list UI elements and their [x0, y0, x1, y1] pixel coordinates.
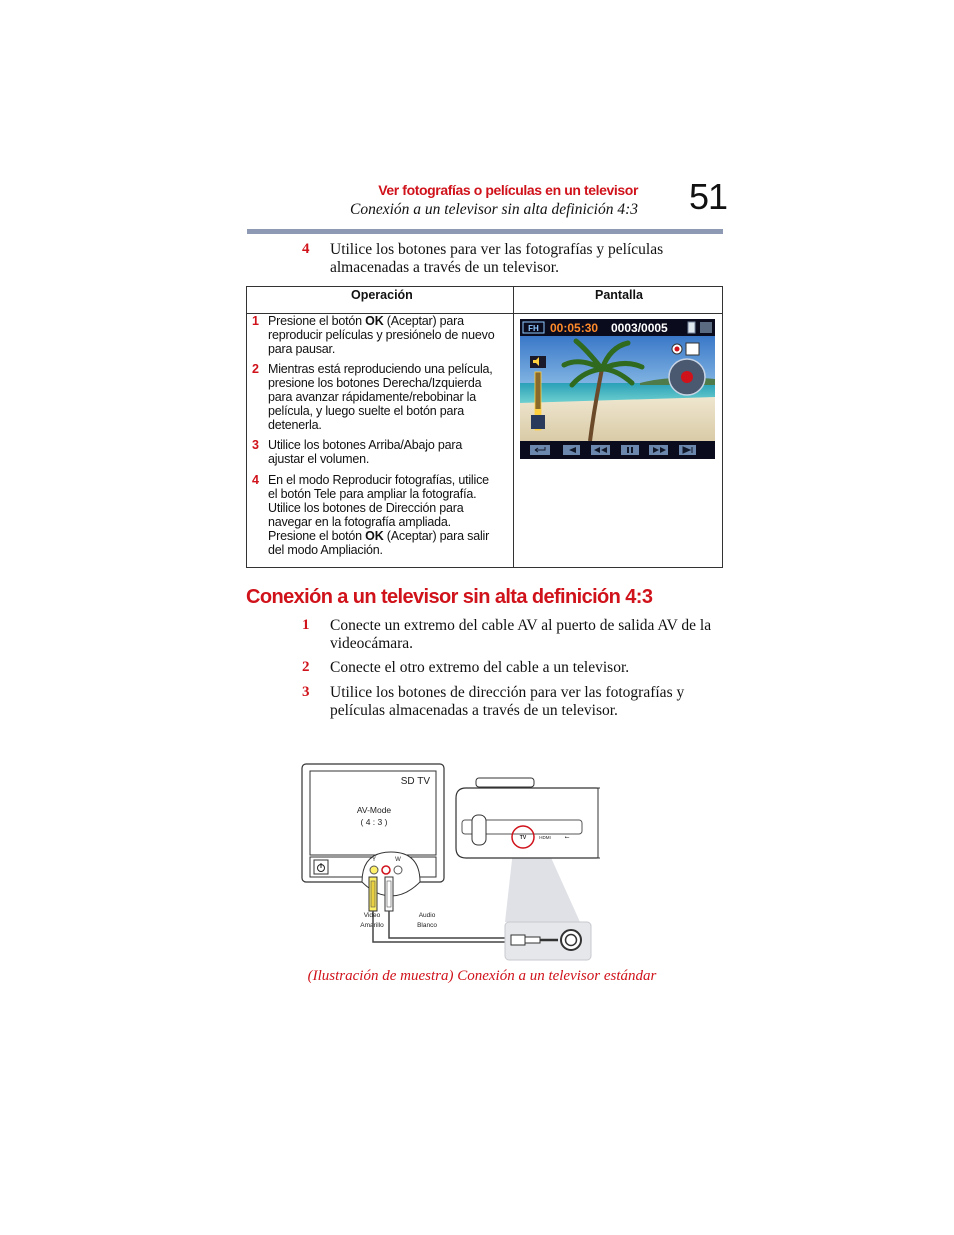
intro-step-text	[330, 241, 730, 276]
table-header-screen: Pantalla	[595, 288, 643, 302]
mode-badge: FH	[528, 324, 539, 333]
camcorder-top	[476, 778, 534, 787]
page-number: 51	[689, 176, 728, 217]
zoom-icon	[531, 415, 545, 429]
file-counter: 0003/0005	[611, 321, 668, 335]
text-line: reproducir películas y presiónelo de nuevo	[268, 328, 495, 342]
cam-hdmi-label: HDMI	[539, 835, 551, 840]
step-number: 1	[302, 617, 310, 633]
text-line: En el modo Reproducir fotografías, utilice	[268, 473, 489, 487]
cam-tv-label: TV	[519, 835, 527, 841]
tv-label: SD TV	[400, 776, 430, 787]
playback-screen-preview	[520, 319, 715, 459]
av-mode-label: AV-Mode	[356, 805, 392, 815]
step-number: 2	[302, 659, 310, 675]
text-line: presione los botones Derecha/Izquierda	[268, 376, 482, 390]
text-line: Utilice los botones para ver las fotografías y películas	[330, 241, 664, 258]
text-line: para avanzar rápidamente/rebobinar la	[268, 390, 477, 404]
text-line: película, y luego suelte el botón para	[268, 404, 465, 418]
audio-label-1: Audio	[418, 912, 436, 919]
operation-item	[252, 314, 507, 356]
connection-illustration	[296, 760, 600, 964]
text-line: videocámara.	[330, 634, 414, 652]
operation-item	[252, 362, 507, 432]
operation-item-number: 2	[252, 362, 259, 376]
table-column-divider	[513, 287, 514, 567]
text-line: Conecte un extremo del cable AV al puerto de salida AV de la	[330, 617, 712, 634]
operation-item-number: 1	[252, 314, 259, 328]
operation-item	[252, 438, 507, 466]
text-line: almacenadas a través de un televisor.	[330, 258, 559, 276]
text-line: para pausar.	[268, 342, 336, 356]
step-number: 3	[302, 684, 310, 700]
step-text	[330, 659, 740, 677]
running-header-subsection: Conexión a un televisor sin alta definición 4:3	[350, 201, 638, 218]
camcorder-strap-button	[472, 815, 486, 845]
ratio-label: ( 4 : 3 )	[360, 817, 388, 827]
operation-item	[252, 473, 507, 557]
pause-button-icon	[621, 445, 639, 455]
header-rule	[247, 229, 723, 234]
battery-icon	[688, 322, 695, 333]
text-line: del modo Ampliación.	[268, 543, 383, 557]
text-line: Utilice los botones de Dirección para	[268, 501, 464, 515]
text-line: Utilice los botones Arriba/Abajo para	[268, 438, 463, 452]
playback-mode-icon	[686, 343, 699, 355]
step-text	[330, 617, 740, 652]
text-line: ajustar el volumen.	[268, 452, 370, 466]
video-label-1: Video	[363, 912, 381, 919]
operation-item-number: 3	[252, 438, 259, 452]
operation-table	[246, 286, 723, 568]
jack-y-label: Y	[371, 857, 377, 863]
audio-label-2: Blanco	[417, 922, 437, 929]
section-title: Conexión a un televisor sin alta definición 4:3	[246, 586, 653, 608]
record-dot	[675, 347, 680, 352]
rewind-button-icon	[591, 445, 610, 455]
text-line: detenerla.	[268, 418, 322, 432]
table-header-operation: Operación	[351, 288, 413, 302]
timecode: 00:05:30	[550, 321, 599, 335]
mini-plug-body	[511, 935, 525, 945]
card-icon	[700, 322, 712, 333]
text-line: Mientras está reproduciendo una película,	[268, 362, 493, 376]
video-jack	[370, 866, 378, 874]
operation-item-number: 4	[252, 473, 259, 487]
text-line: Conecte el otro extremo del cable a un televisor.	[330, 659, 630, 676]
text-line: navegar en la fotografía ampliada.	[268, 515, 451, 529]
text-line: Utilice los botones de dirección para ver las fotografías y	[330, 684, 685, 701]
direction-pad-ok	[681, 371, 693, 383]
text-line: Presione el botón OK (Aceptar) para salir	[268, 529, 490, 543]
text-line: el botón Tele para ampliar la fotografía.	[268, 487, 477, 501]
text-line: películas almacenadas a través de un televisor.	[330, 701, 618, 719]
figure-caption: (Ilustración de muestra) Conexión a un televisor estándar	[307, 968, 657, 984]
running-header-section: Ver fotografías o películas en un televisor	[378, 182, 638, 198]
photo-sand	[520, 397, 715, 441]
text-line-content: Presione el botón OK (Aceptar) para	[268, 314, 464, 328]
step-text	[330, 684, 740, 719]
video-label-2: Amarillo	[360, 922, 384, 929]
text-line	[268, 314, 507, 328]
usb-icon: ⭠	[564, 834, 570, 841]
intro-step-number: 4	[302, 241, 310, 257]
audio-jack-red	[382, 866, 390, 874]
audio-jack-white	[394, 866, 402, 874]
jack-w-label: W	[395, 857, 401, 863]
